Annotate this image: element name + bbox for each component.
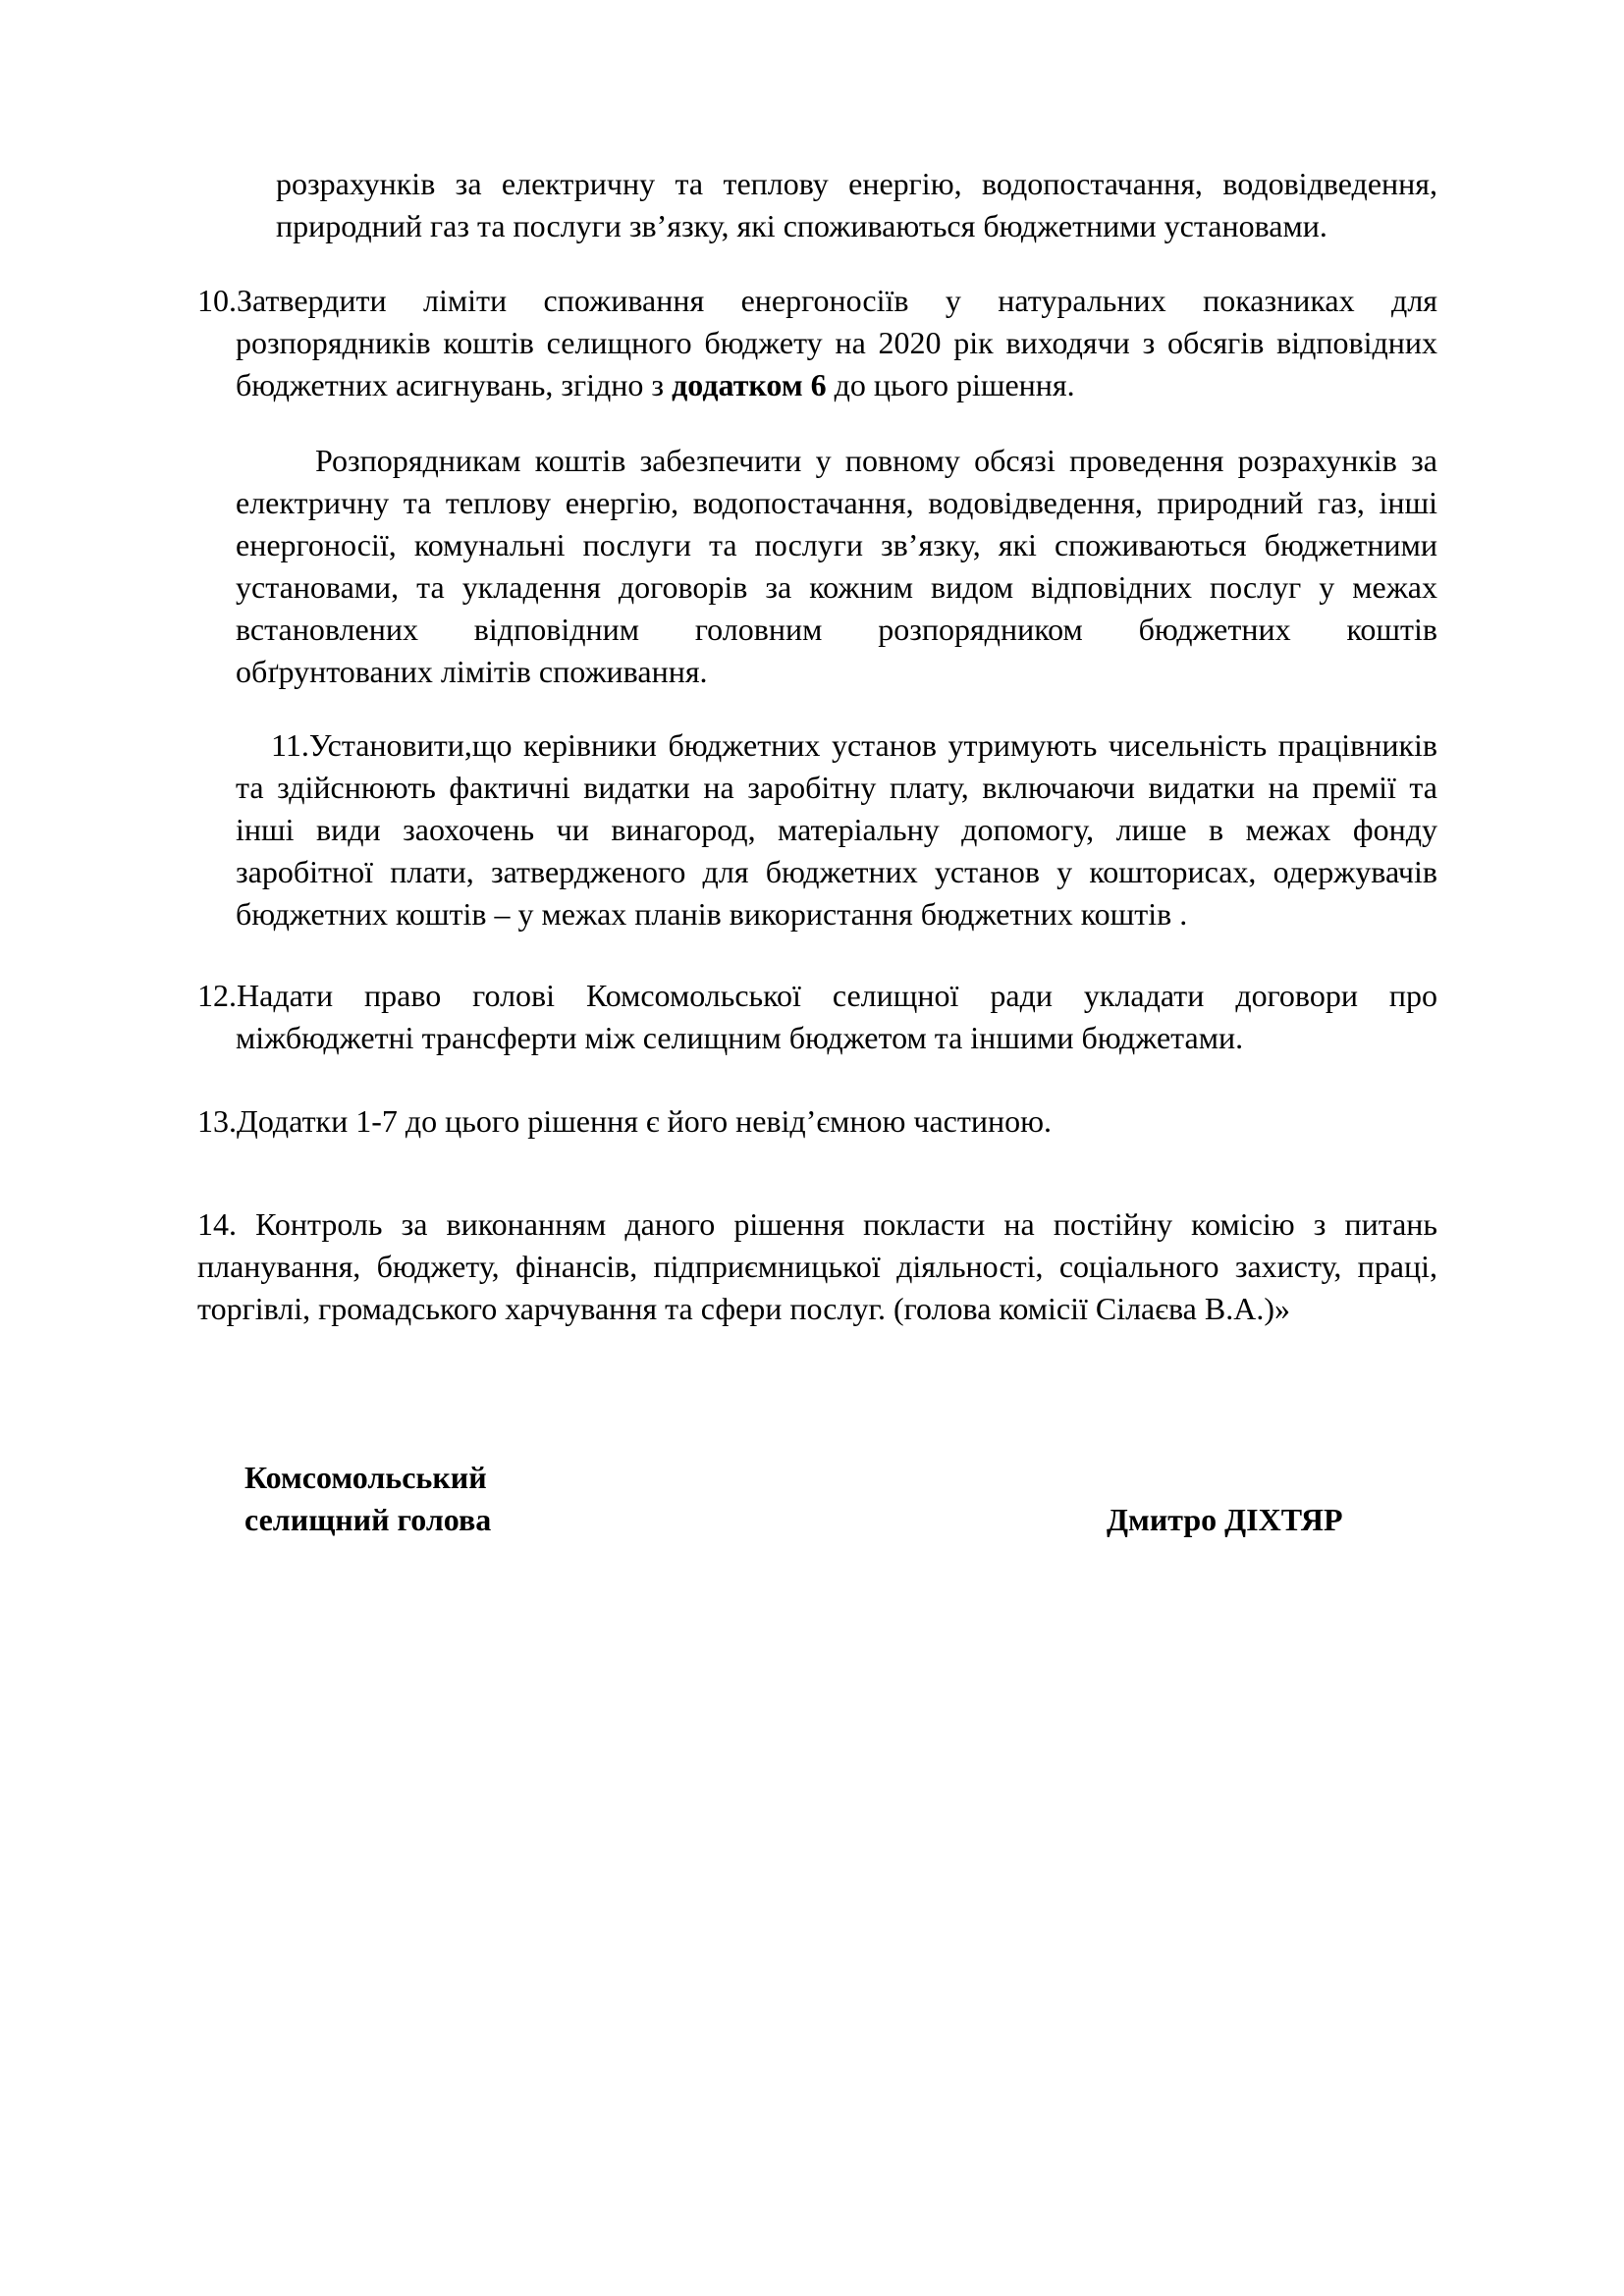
- text-line: заробітної плати, затвердженого для бюджетних установ у кошторисах, одержувачів: [236, 854, 1437, 889]
- paragraph-item-10: [197, 280, 1437, 406]
- text-line: розрахунків за електричну та теплову енергію, водопостачання, водовідведення,: [276, 166, 1437, 201]
- text-line: бюджетних коштів – у межах планів використання бюджетних коштів .: [236, 896, 1188, 932]
- paragraph-item-14: [197, 1203, 1437, 1330]
- text-fragment: до цього рішення.: [826, 367, 1075, 402]
- text-line: електричну та теплову енергію, водопостачання, водовідведення, природний газ, інші: [236, 485, 1437, 520]
- text-line: природний газ та послуги зв’язку, які споживаються бюджетними установами.: [276, 208, 1327, 243]
- text-line: 11.Установити,що керівники бюджетних установ утримують чисельність працівників: [271, 727, 1437, 763]
- paragraph-item-12: [197, 975, 1437, 1059]
- paragraph-continuation: [276, 163, 1437, 247]
- text-line: енергоносії, комунальні послуги та послуги зв’язку, які споживаються бюджетними: [236, 527, 1437, 562]
- text-line: торгівлі, громадського харчування та сфери послуг. (голова комісії Сілаєва В.А.)»: [197, 1291, 1290, 1326]
- signature-name: [1107, 1499, 1343, 1541]
- text-line: інші види заохочень чи винагород, матеріальну допомогу, лише в межах фонду: [236, 812, 1437, 847]
- signature-title-line: Комсомольський: [244, 1460, 487, 1495]
- text-line: міжбюджетні трансферти між селищним бюджетом та іншими бюджетами.: [236, 1020, 1244, 1055]
- paragraph-item-13: [197, 1100, 1437, 1143]
- text-line: планування, бюджету, фінансів, підприємницької діяльності, соціального захисту, праці,: [197, 1249, 1437, 1284]
- signature-title: [244, 1457, 491, 1541]
- appendix-reference: додатком 6: [672, 367, 827, 402]
- text-line: та здійснюють фактичні видатки на заробітну плату, включаючи видатки на премії та: [236, 770, 1437, 805]
- text-line: 10.Затвердити ліміти споживання енергоносіїв у натуральних показниках для: [197, 283, 1437, 318]
- text-line: 13.Додатки 1-7 до цього рішення є його невід’ємною частиною.: [197, 1103, 1053, 1139]
- text-line: [197, 364, 1437, 406]
- paragraph-item-10-executors: [236, 440, 1437, 693]
- paragraph-item-11: [236, 724, 1437, 935]
- text-line: Розпорядникам коштів забезпечити у повному обсязі проведення розрахунків за: [315, 443, 1437, 478]
- text-line: обґрунтованих лімітів споживання.: [236, 654, 708, 689]
- text-line: 12.Надати право голові Комсомольської селищної ради укладати договори про: [197, 978, 1437, 1013]
- text-line: 14. Контроль за виконанням даного рішення покласти на постійну комісію з питань: [197, 1206, 1437, 1242]
- signature-title-line: селищний голова: [244, 1502, 492, 1537]
- text-fragment: бюджетних асигнувань, згідно з: [236, 367, 673, 402]
- text-line: установами, та укладення договорів за кожним видом відповідних послуг у межах: [236, 569, 1437, 605]
- text-line: розпорядників коштів селищного бюджету на 2020 рік виходячи з обсягів відповідних: [236, 325, 1437, 360]
- signatory-name: Дмитро ДІХТЯР: [1107, 1502, 1343, 1537]
- text-line: встановлених відповідним головним розпорядником бюджетних коштів: [236, 612, 1437, 647]
